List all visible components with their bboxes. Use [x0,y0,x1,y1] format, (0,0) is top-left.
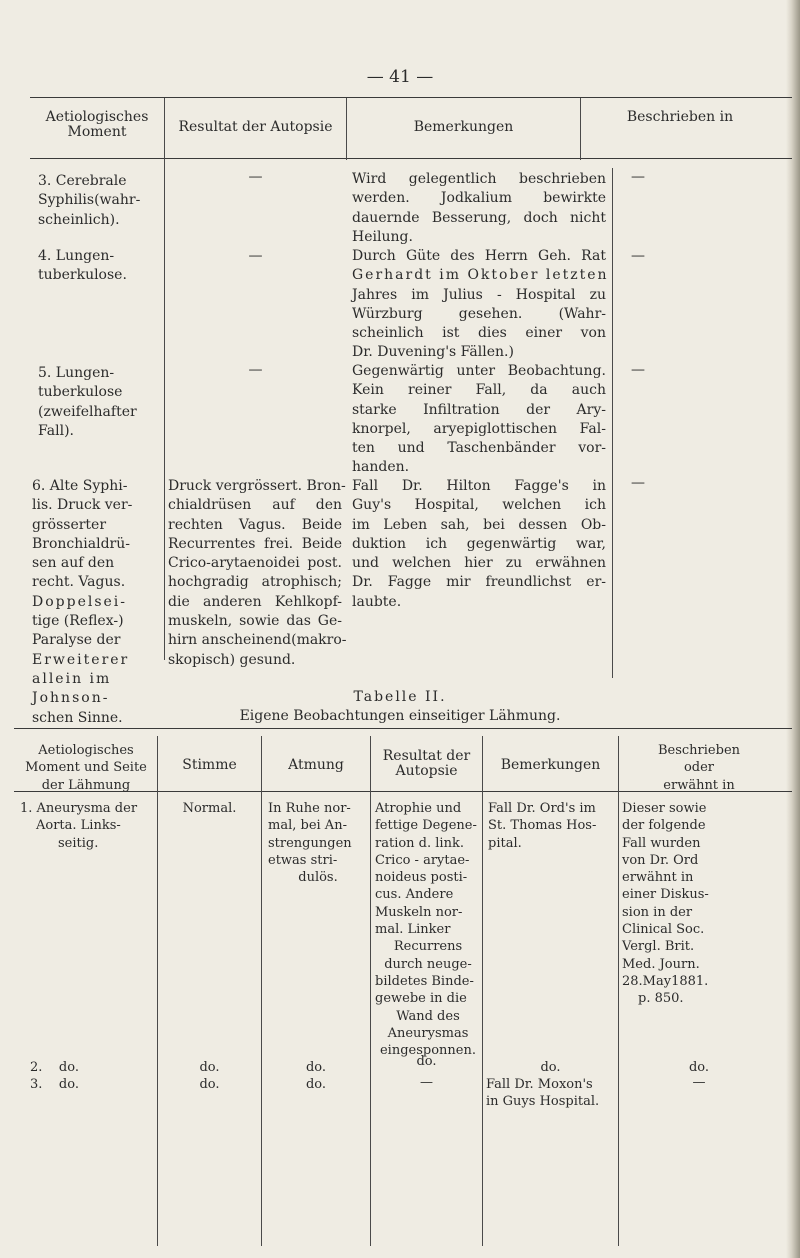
table1-row5-moment: 5. Lungen- tuberkulose (zweifelhafter Fall). [38,365,137,439]
table2-row2-bemerkungen: do. [540,1060,561,1075]
table2-top-rule [14,728,792,729]
table2-row1-stimme: Normal. [182,801,237,816]
table2-col-divider [482,736,483,1246]
table2-header-beschrieben: Beschrieben oder erwähnt in [657,743,741,793]
table2-subtitle: Eigene Beobachtungen einseitiger Lähmung. [239,708,561,724]
table2-col-divider [261,736,262,1246]
table1-row4-autopsie: — [248,248,263,264]
table1-row4-bemerkungen: Durch Güte des Herrn Geh. Rat Gerhardt im Oktober letzten Jahres im Julius - Hospital zu Würzburg gesehen. (Wahr- scheinlich ist dies einer von Dr. Duvening's Fällen.) [352,248,609,361]
table1-row3-bemerkungen: Wird gelegentlich beschrieben werden. Jodkalium bewirkte dauernde Besserung, doch nicht Heilung. [352,171,606,245]
table2-header-moment: Aetiologisches Moment und Seite der Lähmung [25,743,147,793]
page-number: — 41 — [366,67,434,87]
table1-row6-autopsie: Druck vergrössert. Bron- chialdrüsen auf den rechten Vagus. Beide Recurrentes frei. Beide Crico-arytaenoidei post. hochgradig atrophisch; die anderen Kehlkopf- muskeln, sowie das Ge- hirn anscheinend(makro- skopisch) gesund. [168,478,347,668]
table2-row3-stimme: do. [199,1077,220,1092]
table2-row2-autopsie: do. [416,1054,437,1069]
table1-row3-moment: 3. Cerebrale Syphilis(wahr- scheinlich). [38,173,141,228]
table2-row2-atmung: do. [305,1060,327,1075]
table2-row1-bemerkungen: Fall Dr. Ord's im St. Thomas Hos- pital. [488,801,597,851]
table1-row4-moment: 4. Lungen- tuberkulose. [38,248,127,284]
table1-header-moment: Aetiologisches Moment [45,109,149,140]
table2-row1-beschrieben: Dieser sowie der folgende Fall wurden von Dr. Ord erwähnt in einer Diskus- sion in der Clinical Soc. Vergl. Brit. Med. Journ. 28.May1881. p. 850. [622,801,709,1007]
table2-row3-atmung: do. [305,1077,327,1092]
table1-row6-bemerkungen: Fall Dr. Hilton Fagge's in Guy's Hospital, welchen ich im Leben sah, bei dessen Ob- duktion ich gegenwärtig war, und welchen hier zu erwähnen Dr. Fagge mir freundlichst er- laubte. [352,478,606,610]
table2-row1-moment: 1. Aneurysma der Aorta. Links- seitig. [20,801,138,851]
table1-row5-beschrieben: — [631,362,645,378]
table2-header-bemerkungen: Bemerkungen [500,757,601,773]
table2-col-divider [370,736,371,1246]
table2-row2-moment: 2. do. [30,1060,79,1075]
table2-header-autopsie: Resultat der Autopsie [382,748,471,779]
table2-row1-autopsie: Atrophie und fettige Degene- ration d. link. Crico - arytae- noideus posti- cus. Andere Muskeln nor- mal. Linker Recurrens durch neuge- bildetes Binde- gewebe in die Wand des Aneurysmas eingesponnen. [375,801,477,1059]
table1-header-beschrieben: Beschrieben in [626,109,734,125]
table1-header-autopsie: Resultat der Autopsie [178,119,333,135]
table2-row3-moment: 3. do. [30,1077,79,1092]
table2-row3-beschrieben: — [692,1075,706,1090]
table1-row5-autopsie: — [248,362,263,378]
table2-row3-autopsie: — [420,1075,433,1090]
table1-row3-beschrieben: — [631,169,645,185]
table1-col-divider [612,168,613,678]
table1-col-divider [580,98,581,160]
table2-title: Tabelle II. [353,689,447,705]
table2-header-atmung: Atmung [288,757,344,773]
page-edge-shadow [786,0,800,1258]
table2-col-divider [618,736,619,1246]
table1-header-rule [30,158,792,159]
table2-row1-atmung: In Ruhe nor- mal, bei An- strengungen etwas stri- dulös. [268,801,352,886]
table2-row3-bemerkungen: Fall Dr. Moxon's in Guys Hospital. [486,1077,600,1110]
table1-row5-bemerkungen: Gegenwärtig unter Beobachtung. Kein reiner Fall, da auch starke Infiltration der Ary- knorpel, aryepiglottischen Fal- ten und Taschenbänder vor- handen. [352,363,606,476]
table1-row6-beschrieben: — [631,475,645,491]
table1-top-rule [30,97,792,98]
table1-row3-autopsie: — [248,169,263,185]
table1-header-bemerkungen: Bemerkungen [413,119,514,135]
table2-row2-stimme: do. [199,1060,220,1075]
table1-row4-beschrieben: — [631,248,645,264]
table2-row2-beschrieben: do. [688,1060,710,1075]
table2-header-stimme: Stimme [182,757,237,773]
table1-row6-moment: 6. Alte Syphi- lis. Druck ver- grösserter Bronchialdrü- sen auf den recht. Vagus. Doppelsei- tige (Reflex-) Paralyse der Erweiterer allein im Johnson- schen Sinne. [32,478,133,726]
